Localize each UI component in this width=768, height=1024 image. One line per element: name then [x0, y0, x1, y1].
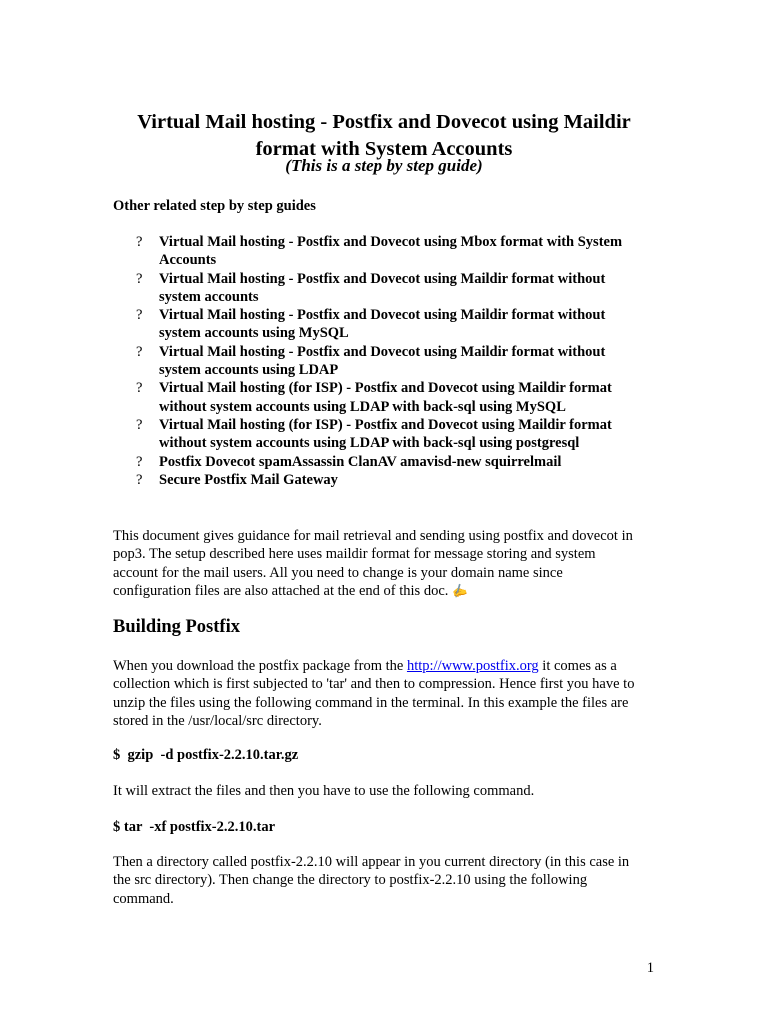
gzip-command: $ gzip -d postfix-2.2.10.tar.gz — [113, 747, 299, 763]
list-item[interactable] — [0, 343, 649, 380]
extract-paragraph: It will extract the files and then you have to use the following command. — [113, 783, 535, 799]
document-subtitle: (This is a step by step guide) — [285, 156, 483, 175]
list-item-text: without system accounts using LDAP with back-sql using postgresql — [159, 435, 580, 452]
list-item[interactable] — [0, 306, 649, 343]
paragraph-line: pop3. The setup described here uses maildir format for message storing and system — [113, 546, 596, 563]
paragraph-line: collection which is first subjected to 'tar' and then to compression. Hence first you have to — [113, 676, 635, 693]
list-item-text: system accounts — [159, 288, 259, 305]
related-guides-list — [0, 233, 768, 489]
bullet-icon: ? — [136, 380, 143, 397]
list-item-text: Secure Postfix Mail Gateway — [159, 471, 338, 488]
paragraph-line: Then a directory called postfix-2.2.10 will appear in you current directory (in this case in — [113, 854, 630, 870]
bullet-icon: ? — [136, 343, 143, 360]
list-item-text: Postfix Dovecot spamAssassin ClanAV amavisd-new squirrelmail — [159, 453, 562, 470]
bullet-icon: ? — [136, 453, 143, 470]
list-item-text: Virtual Mail hosting - Postfix and Dovecot using Maildir format without — [159, 270, 606, 287]
intro-paragraph — [113, 527, 658, 600]
list-item-text: Virtual Mail hosting - Postfix and Dovecot using Mbox format with System — [159, 234, 623, 250]
list-item[interactable] — [0, 379, 649, 416]
list-item-text: system accounts using LDAP — [159, 362, 339, 379]
bullet-icon: ? — [136, 234, 143, 250]
list-item-text: without system accounts using LDAP with back-sql using MySQL — [159, 398, 566, 415]
directory-paragraph — [113, 853, 658, 908]
related-guides-heading: Other related step by step guides — [113, 198, 316, 214]
section-heading: Building Postfix — [113, 617, 240, 637]
paragraph-line: unzip the files using the following command in the terminal. In this example the files are — [113, 694, 629, 711]
title-line-2: format with System Accounts — [255, 138, 513, 160]
pencil-icon: ✍ — [450, 581, 470, 601]
list-item[interactable] — [0, 416, 649, 453]
list-item-text: Virtual Mail hosting - Postfix and Dovecot using Maildir format without — [159, 307, 606, 324]
building-paragraph — [113, 657, 658, 730]
paragraph-line: the src directory). Then change the directory to postfix-2.2.10 using the following — [113, 872, 588, 889]
paragraph-line: This document gives guidance for mail retrieval and sending using postfix and dovecot in — [113, 528, 633, 544]
bullet-icon: ? — [136, 471, 143, 488]
document-title — [0, 109, 768, 163]
postfix-link[interactable]: http://www.postfix.org — [406, 658, 539, 674]
paragraph-line: account for the mail users. All you need to change is your domain name since — [113, 564, 563, 581]
list-item[interactable] — [0, 453, 649, 471]
paragraph-line: stored in the /usr/local/src directory. — [113, 712, 322, 729]
bullet-icon: ? — [136, 307, 143, 324]
page-number: 1 — [646, 960, 654, 976]
paragraph-text: When you download the postfix package from the — [113, 658, 407, 674]
paragraph-line: command. — [113, 890, 174, 907]
list-item-text: Accounts — [159, 252, 217, 269]
list-item[interactable] — [0, 233, 649, 270]
bullet-icon: ? — [136, 270, 143, 287]
list-item[interactable] — [0, 270, 649, 307]
list-item[interactable] — [0, 471, 649, 489]
list-item-text: Virtual Mail hosting - Postfix and Dovecot using Maildir format without — [159, 343, 606, 360]
paragraph-text: it comes as a — [538, 658, 617, 674]
title-line-1: Virtual Mail hosting - Postfix and Dovecot using Maildir — [137, 111, 631, 133]
list-item-text: system accounts using MySQL — [159, 325, 349, 342]
tar-command: $ tar -xf postfix-2.2.10.tar — [113, 819, 276, 835]
list-item-text: Virtual Mail hosting (for ISP) - Postfix and Dovecot using Maildir format — [159, 416, 612, 433]
paragraph-line: configuration files are also attached at the end of this doc. — [113, 582, 449, 599]
list-item-text: Virtual Mail hosting (for ISP) - Postfix and Dovecot using Maildir format — [159, 380, 612, 397]
bullet-icon: ? — [136, 416, 143, 433]
